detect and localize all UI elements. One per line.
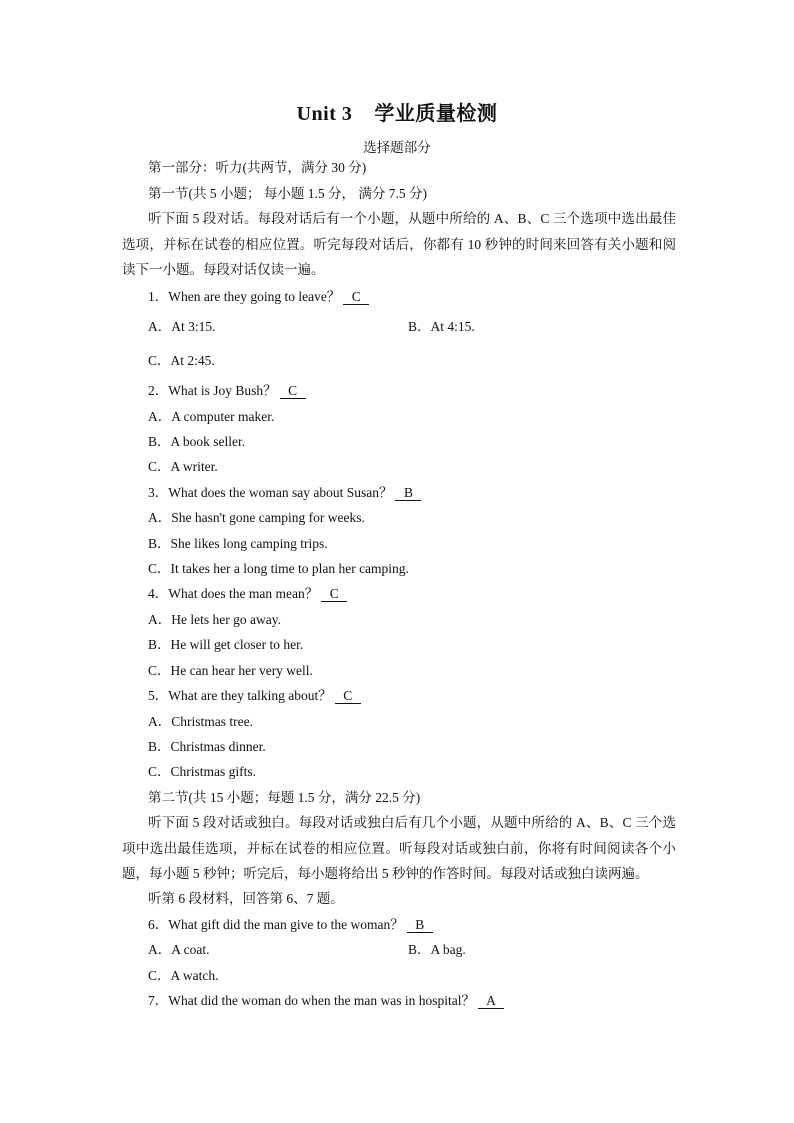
part1-heading: 第一部分：听力(共两节，满分 30 分) (148, 160, 367, 175)
option-c: C．A watch. (148, 968, 219, 983)
question-3 (148, 484, 421, 502)
option-c: C．A writer. (148, 459, 218, 474)
section2-heading: 第二节(共 15 小题；每题 1.5 分，满分 22.5 分) (148, 790, 421, 805)
page-title (0, 97, 794, 126)
option-a: A．A coat. (148, 942, 210, 957)
option-c: C．At 2:45. (148, 353, 215, 368)
answer-blank: C (280, 383, 306, 399)
question-stem: 4．What does the man mean？ (148, 586, 319, 601)
option-c: C．He can hear her very well. (148, 663, 313, 678)
question-stem: 7．What did the woman do when the man was in hospital？ (148, 993, 475, 1008)
option-c: C．It takes her a long time to plan her camping. (148, 561, 409, 576)
question-6 (148, 916, 433, 934)
unit-label: Unit 3 (296, 103, 353, 125)
material-6-heading: 听第 6 段材料，回答第 6、7 题。 (148, 891, 344, 906)
question-stem: 3．What does the woman say about Susan？ (148, 485, 393, 500)
title-name: 学业质量检测 (374, 103, 498, 125)
answer-blank: C (335, 688, 361, 704)
option-b: B．At 4:15. (408, 319, 475, 334)
answer-blank: B (395, 485, 421, 501)
section2-instructions: 听下面 5 段对话或独白。每段对话或独白后有几个小题，从题中所给的 A、B、C 三个选项中选出最佳选项，并标在试卷的相应位置。听每段对话或独白前，你将有时间阅读各个小题，每小题 5 秒钟；听完后，每小题将给出 5 秒钟的作答时间。每段对话或独白读两遍。 (122, 815, 676, 881)
answer-blank: C (321, 586, 347, 602)
option-b: B．She likes long camping trips. (148, 536, 328, 551)
option-a: A．At 3:15. (148, 319, 216, 334)
option-b: B．Christmas dinner. (148, 739, 266, 754)
option-a: A．He lets her go away. (148, 612, 281, 627)
section1-heading: 第一节(共 5 小题； 每小题 1.5 分， 满分 7.5 分) (148, 186, 427, 201)
question-4 (148, 585, 347, 603)
question-stem: 6．What gift did the man give to the woman？ (148, 917, 404, 932)
question-stem: 1．When are they going to leave？ (148, 289, 341, 304)
section-subtitle: 选择题部分 (363, 140, 431, 155)
question-7 (148, 992, 504, 1010)
option-c: C．Christmas gifts. (148, 764, 257, 779)
answer-blank: B (407, 917, 433, 933)
question-stem: 2．What is Joy Bush？ (148, 383, 277, 398)
option-b: B．A book seller. (148, 434, 246, 449)
question-2 (148, 382, 306, 400)
option-a: A．A computer maker. (148, 409, 275, 424)
question-stem: 5．What are they talking about？ (148, 688, 332, 703)
option-a: A．Christmas tree. (148, 714, 253, 729)
answer-blank: C (343, 289, 369, 305)
question-1 (148, 288, 369, 306)
question-5 (148, 687, 361, 705)
answer-blank: A (478, 993, 504, 1009)
option-a: A．She hasn't gone camping for weeks. (148, 510, 365, 525)
option-b: B．A bag. (408, 942, 466, 957)
section1-instructions: 听下面 5 段对话。每段对话后有一个小题，从题中所给的 A、B、C 三个选项中选出最佳选项，并标在试卷的相应位置。听完每段对话后，你都有 10 秒钟的时间来回答有关小题和阅读下一小题。每段对话仅读一遍。 (122, 211, 676, 277)
option-b: B．He will get closer to her. (148, 637, 304, 652)
